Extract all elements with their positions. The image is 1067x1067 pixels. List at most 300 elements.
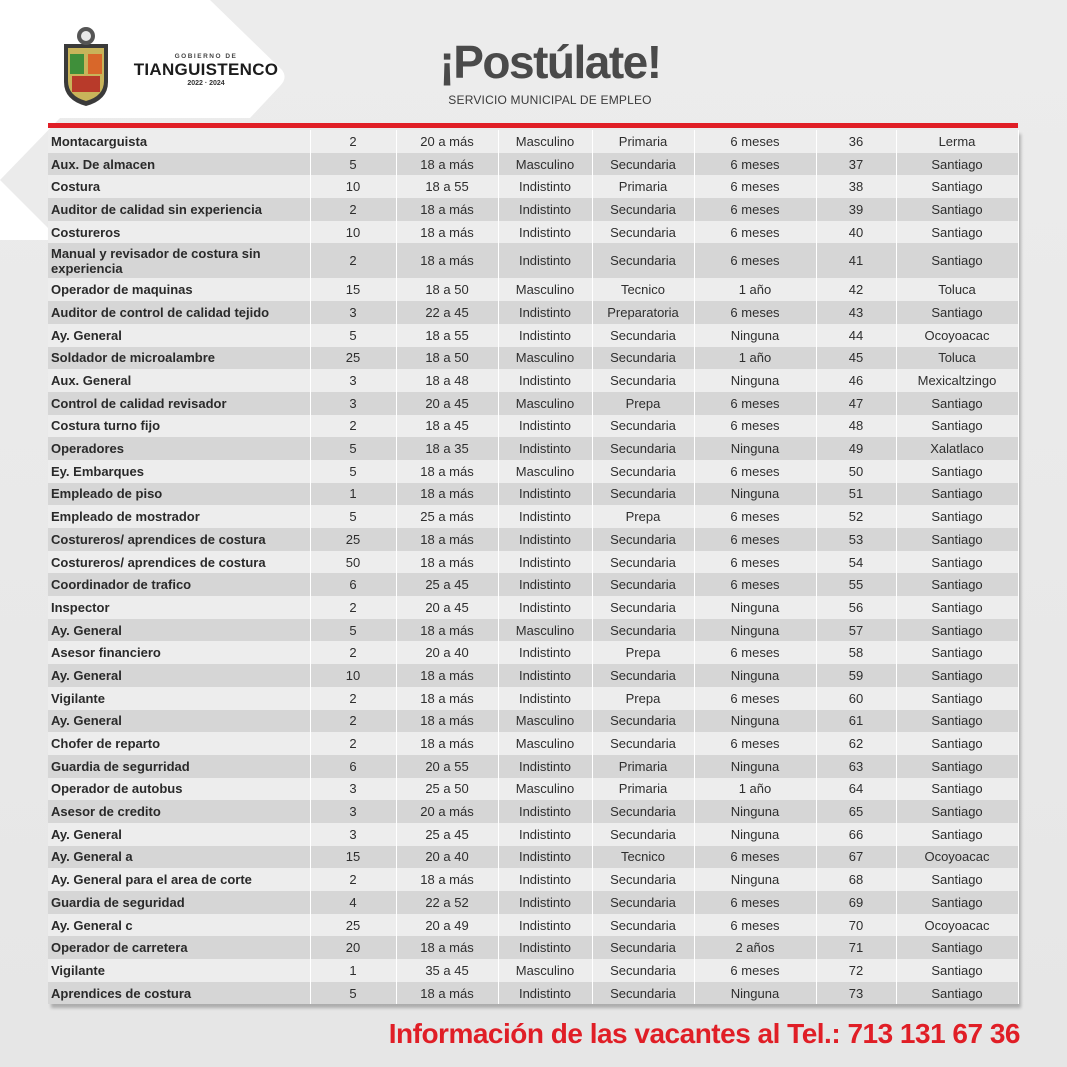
folio-number-cell: 50 [816,460,896,483]
age-range-cell: 18 a más [396,483,498,506]
gender-cell: Masculino [498,959,592,982]
vacancy-name-cell: Ay. General para el area de corte [48,868,310,891]
table-row [48,619,1018,642]
gender-cell: Indistinto [498,914,592,937]
education-cell: Secundaria [592,982,694,1005]
vacancy-name-cell: Costureros/ aprendices de costura [48,528,310,551]
folio-number-cell: 58 [816,641,896,664]
folio-number-cell: 66 [816,823,896,846]
vacancy-name-cell: Aux. De almacen [48,153,310,176]
experience-cell: Ninguna [694,619,816,642]
experience-cell: 6 meses [694,198,816,221]
education-cell: Secundaria [592,483,694,506]
experience-cell: 6 meses [694,687,816,710]
education-cell: Secundaria [592,153,694,176]
location-cell: Santiago [896,868,1018,891]
education-cell: Secundaria [592,573,694,596]
gender-cell: Indistinto [498,175,592,198]
location-cell: Santiago [896,175,1018,198]
location-cell: Santiago [896,221,1018,244]
age-range-cell: 25 a 50 [396,778,498,801]
gender-cell: Indistinto [498,687,592,710]
folio-number-cell: 61 [816,710,896,733]
age-range-cell: 18 a más [396,936,498,959]
vacancy-count-cell: 2 [310,243,396,278]
folio-number-cell: 68 [816,868,896,891]
table-row [48,596,1018,619]
vacancy-name-cell: Ay. General c [48,914,310,937]
vacancy-count-cell: 2 [310,868,396,891]
experience-cell: Ninguna [694,437,816,460]
gender-cell: Indistinto [498,823,592,846]
vacancies-table [48,130,1019,1004]
experience-cell: 6 meses [694,243,816,278]
vacancy-name-cell: Empleado de piso [48,483,310,506]
education-cell: Secundaria [592,243,694,278]
gender-cell: Masculino [498,153,592,176]
gender-cell: Masculino [498,392,592,415]
table-row [48,324,1018,347]
education-cell: Secundaria [592,437,694,460]
vacancy-name-cell: Asesor financiero [48,641,310,664]
vacancy-name-cell: Montacarguista [48,130,310,153]
experience-cell: 6 meses [694,505,816,528]
age-range-cell: 35 a 45 [396,959,498,982]
folio-number-cell: 37 [816,153,896,176]
administration-years: 2022 · 2024 [187,80,225,87]
table-row [48,483,1018,506]
gender-cell: Masculino [498,278,592,301]
gender-cell: Indistinto [498,369,592,392]
location-cell: Santiago [896,710,1018,733]
age-range-cell: 18 a 55 [396,324,498,347]
vacancy-count-cell: 10 [310,664,396,687]
location-cell: Santiago [896,891,1018,914]
table-row [48,460,1018,483]
gender-cell: Indistinto [498,437,592,460]
folio-number-cell: 60 [816,687,896,710]
municipality-logo [58,24,278,108]
table-row [48,710,1018,733]
age-range-cell: 20 a 40 [396,641,498,664]
vacancy-count-cell: 3 [310,301,396,324]
age-range-cell: 25 a 45 [396,823,498,846]
gender-cell: Indistinto [498,868,592,891]
experience-cell: Ninguna [694,868,816,891]
vacancy-name-cell: Ay. General [48,619,310,642]
vacancy-count-cell: 2 [310,198,396,221]
age-range-cell: 22 a 52 [396,891,498,914]
vacancy-name-cell: Ay. General [48,823,310,846]
age-range-cell: 18 a más [396,198,498,221]
vacancy-count-cell: 6 [310,755,396,778]
table-row [48,641,1018,664]
location-cell: Santiago [896,778,1018,801]
gender-cell: Masculino [498,347,592,370]
vacancy-count-cell: 5 [310,505,396,528]
vacancy-name-cell: Control de calidad revisador [48,392,310,415]
experience-cell: 6 meses [694,221,816,244]
location-cell: Toluca [896,278,1018,301]
education-cell: Secundaria [592,710,694,733]
folio-number-cell: 67 [816,846,896,869]
gender-cell: Indistinto [498,982,592,1005]
experience-cell: Ninguna [694,710,816,733]
age-range-cell: 20 a 45 [396,596,498,619]
education-cell: Secundaria [592,914,694,937]
vacancy-name-cell: Vigilante [48,959,310,982]
gender-cell: Masculino [498,619,592,642]
municipality-name: TIANGUISTENCO [133,60,279,79]
coat-of-arms-icon [58,24,114,108]
location-cell: Santiago [896,687,1018,710]
experience-cell: 6 meses [694,573,816,596]
location-cell: Santiago [896,153,1018,176]
gov-label: GOBIERNO DE [174,53,238,60]
experience-cell: Ninguna [694,369,816,392]
folio-number-cell: 64 [816,778,896,801]
age-range-cell: 18 a más [396,460,498,483]
age-range-cell: 18 a 55 [396,175,498,198]
vacancy-name-cell: Costureros/ aprendices de costura [48,551,310,574]
table-row [48,392,1018,415]
age-range-cell: 20 a 49 [396,914,498,937]
folio-number-cell: 55 [816,573,896,596]
age-range-cell: 18 a más [396,710,498,733]
vacancy-count-cell: 3 [310,392,396,415]
table-row [48,982,1018,1005]
gender-cell: Masculino [498,710,592,733]
education-cell: Secundaria [592,198,694,221]
folio-number-cell: 54 [816,551,896,574]
folio-number-cell: 71 [816,936,896,959]
education-cell: Prepa [592,505,694,528]
education-cell: Primaria [592,778,694,801]
vacancy-name-cell: Ey. Embarques [48,460,310,483]
vacancy-name-cell: Inspector [48,596,310,619]
folio-number-cell: 56 [816,596,896,619]
age-range-cell: 18 a más [396,153,498,176]
table-row [48,551,1018,574]
location-cell: Santiago [896,528,1018,551]
folio-number-cell: 53 [816,528,896,551]
age-range-cell: 18 a más [396,982,498,1005]
experience-cell: 6 meses [694,732,816,755]
folio-number-cell: 43 [816,301,896,324]
vacancy-count-cell: 20 [310,936,396,959]
table-row [48,823,1018,846]
gender-cell: Indistinto [498,800,592,823]
education-cell: Secundaria [592,347,694,370]
education-cell: Prepa [592,641,694,664]
age-range-cell: 20 a 45 [396,392,498,415]
education-cell: Secundaria [592,596,694,619]
location-cell: Santiago [896,460,1018,483]
vacancy-name-cell: Soldador de microalambre [48,347,310,370]
experience-cell: Ninguna [694,596,816,619]
gender-cell: Masculino [498,460,592,483]
education-cell: Primaria [592,755,694,778]
table-row [48,959,1018,982]
location-cell: Santiago [896,619,1018,642]
age-range-cell: 18 a más [396,551,498,574]
gender-cell: Indistinto [498,528,592,551]
table-row [48,891,1018,914]
vacancy-count-cell: 25 [310,347,396,370]
location-cell: Santiago [896,243,1018,278]
education-cell: Preparatoria [592,301,694,324]
vacancy-name-cell: Coordinador de trafico [48,573,310,596]
table-row [48,664,1018,687]
vacancy-name-cell: Auditor de control de calidad tejido [48,301,310,324]
table-row [48,301,1018,324]
vacancy-name-cell: Ay. General [48,710,310,733]
age-range-cell: 18 a 35 [396,437,498,460]
age-range-cell: 25 a más [396,505,498,528]
vacancy-name-cell: Auditor de calidad sin experiencia [48,198,310,221]
age-range-cell: 18 a 48 [396,369,498,392]
vacancy-count-cell: 2 [310,687,396,710]
education-cell: Secundaria [592,868,694,891]
age-range-cell: 18 a más [396,687,498,710]
vacancy-count-cell: 50 [310,551,396,574]
folio-number-cell: 59 [816,664,896,687]
age-range-cell: 18 a más [396,868,498,891]
location-cell: Santiago [896,198,1018,221]
vacancy-name-cell: Ay. General [48,664,310,687]
vacancy-count-cell: 2 [310,732,396,755]
folio-number-cell: 63 [816,755,896,778]
age-range-cell: 18 a más [396,243,498,278]
contact-phone-info: Información de las vacantes al Tel.: 713 131 67 36 [388,1018,1020,1049]
age-range-cell: 18 a 50 [396,278,498,301]
location-cell: Ocoyoacac [896,914,1018,937]
vacancy-count-cell: 2 [310,130,396,153]
folio-number-cell: 57 [816,619,896,642]
folio-number-cell: 47 [816,392,896,415]
vacancies-table-container [48,130,1018,1004]
vacancy-count-cell: 25 [310,914,396,937]
age-range-cell: 22 a 45 [396,301,498,324]
gender-cell: Indistinto [498,415,592,438]
vacancy-name-cell: Aux. General [48,369,310,392]
gender-cell: Indistinto [498,755,592,778]
age-range-cell: 18 a más [396,528,498,551]
experience-cell: 6 meses [694,528,816,551]
gender-cell: Indistinto [498,846,592,869]
location-cell: Ocoyoacac [896,324,1018,347]
age-range-cell: 20 a más [396,800,498,823]
gender-cell: Indistinto [498,573,592,596]
vacancy-name-cell: Chofer de reparto [48,732,310,755]
table-row [48,415,1018,438]
age-range-cell: 18 a más [396,221,498,244]
folio-number-cell: 44 [816,324,896,347]
experience-cell: 6 meses [694,415,816,438]
table-row [48,198,1018,221]
vacancy-count-cell: 15 [310,846,396,869]
location-cell: Santiago [896,483,1018,506]
vacancy-count-cell: 3 [310,800,396,823]
education-cell: Secundaria [592,959,694,982]
table-row [48,687,1018,710]
experience-cell: Ninguna [694,800,816,823]
experience-cell: 1 año [694,778,816,801]
experience-cell: 6 meses [694,130,816,153]
table-row [48,528,1018,551]
table-row [48,175,1018,198]
location-cell: Santiago [896,982,1018,1005]
vacancy-count-cell: 3 [310,778,396,801]
location-cell: Lerma [896,130,1018,153]
vacancy-count-cell: 4 [310,891,396,914]
folio-number-cell: 46 [816,369,896,392]
education-cell: Secundaria [592,664,694,687]
education-cell: Prepa [592,687,694,710]
gender-cell: Indistinto [498,551,592,574]
location-cell: Toluca [896,347,1018,370]
vacancy-name-cell: Operador de maquinas [48,278,310,301]
table-row [48,347,1018,370]
table-row [48,868,1018,891]
folio-number-cell: 48 [816,415,896,438]
table-row [48,778,1018,801]
education-cell: Secundaria [592,551,694,574]
gender-cell: Indistinto [498,243,592,278]
age-range-cell: 18 a 45 [396,415,498,438]
gender-cell: Indistinto [498,505,592,528]
location-cell: Xalatlaco [896,437,1018,460]
vacancy-count-cell: 1 [310,483,396,506]
experience-cell: 6 meses [694,460,816,483]
vacancy-count-cell: 3 [310,369,396,392]
vacancy-count-cell: 25 [310,528,396,551]
experience-cell: 6 meses [694,891,816,914]
location-cell: Santiago [896,936,1018,959]
location-cell: Santiago [896,415,1018,438]
folio-number-cell: 40 [816,221,896,244]
vacancy-name-cell: Ay. General [48,324,310,347]
experience-cell: 6 meses [694,175,816,198]
education-cell: Tecnico [592,846,694,869]
education-cell: Secundaria [592,891,694,914]
age-range-cell: 18 a más [396,732,498,755]
gender-cell: Indistinto [498,198,592,221]
table-row [48,732,1018,755]
education-cell: Primaria [592,130,694,153]
gender-cell: Indistinto [498,596,592,619]
location-cell: Santiago [896,392,1018,415]
experience-cell: Ninguna [694,982,816,1005]
experience-cell: 2 años [694,936,816,959]
table-row [48,243,1018,278]
folio-number-cell: 51 [816,483,896,506]
education-cell: Tecnico [592,278,694,301]
location-cell: Santiago [896,573,1018,596]
vacancy-name-cell: Empleado de mostrador [48,505,310,528]
vacancy-count-cell: 3 [310,823,396,846]
vacancy-name-cell: Operador de autobus [48,778,310,801]
location-cell: Santiago [896,664,1018,687]
folio-number-cell: 41 [816,243,896,278]
folio-number-cell: 39 [816,198,896,221]
table-row [48,130,1018,153]
age-range-cell: 18 a 50 [396,347,498,370]
page-title: ¡Postúlate! [439,36,661,88]
vacancy-count-cell: 5 [310,619,396,642]
education-cell: Secundaria [592,732,694,755]
folio-number-cell: 38 [816,175,896,198]
table-row [48,573,1018,596]
vacancy-count-cell: 5 [310,982,396,1005]
gender-cell: Indistinto [498,664,592,687]
vacancy-count-cell: 10 [310,221,396,244]
page-subtitle: SERVICIO MUNICIPAL DE EMPLEO [448,93,652,107]
age-range-cell: 18 a más [396,664,498,687]
experience-cell: 1 año [694,278,816,301]
location-cell: Santiago [896,800,1018,823]
education-cell: Prepa [592,392,694,415]
folio-number-cell: 72 [816,959,896,982]
age-range-cell: 20 a 55 [396,755,498,778]
folio-number-cell: 49 [816,437,896,460]
table-row [48,278,1018,301]
gender-cell: Indistinto [498,891,592,914]
vacancy-count-cell: 15 [310,278,396,301]
experience-cell: 6 meses [694,392,816,415]
location-cell: Santiago [896,732,1018,755]
gender-cell: Indistinto [498,641,592,664]
location-cell: Ocoyoacac [896,846,1018,869]
age-range-cell: 20 a más [396,130,498,153]
experience-cell: Ninguna [694,664,816,687]
education-cell: Secundaria [592,823,694,846]
vacancy-count-cell: 1 [310,959,396,982]
vacancy-name-cell: Aprendices de costura [48,982,310,1005]
vacancy-name-cell: Vigilante [48,687,310,710]
vacancy-name-cell: Asesor de credito [48,800,310,823]
vacancy-name-cell: Guardia de segurridad [48,755,310,778]
location-cell: Mexicaltzingo [896,369,1018,392]
folio-number-cell: 42 [816,278,896,301]
vacancy-count-cell: 2 [310,415,396,438]
location-cell: Santiago [896,301,1018,324]
table-row [48,221,1018,244]
gender-cell: Indistinto [498,221,592,244]
location-cell: Santiago [896,755,1018,778]
folio-number-cell: 73 [816,982,896,1005]
table-row [48,755,1018,778]
vacancy-count-cell: 2 [310,596,396,619]
age-range-cell: 20 a 40 [396,846,498,869]
table-row [48,936,1018,959]
education-cell: Secundaria [592,221,694,244]
vacancy-name-cell: Ay. General a [48,846,310,869]
age-range-cell: 25 a 45 [396,573,498,596]
gender-cell: Masculino [498,130,592,153]
vacancy-name-cell: Manual y revisador de costura sin experiencia [48,243,310,278]
age-range-cell: 18 a más [396,619,498,642]
education-cell: Primaria [592,175,694,198]
experience-cell: 6 meses [694,641,816,664]
folio-number-cell: 36 [816,130,896,153]
gender-cell: Indistinto [498,324,592,347]
gender-cell: Indistinto [498,936,592,959]
location-cell: Santiago [896,505,1018,528]
location-cell: Santiago [896,596,1018,619]
vacancy-count-cell: 6 [310,573,396,596]
folio-number-cell: 69 [816,891,896,914]
